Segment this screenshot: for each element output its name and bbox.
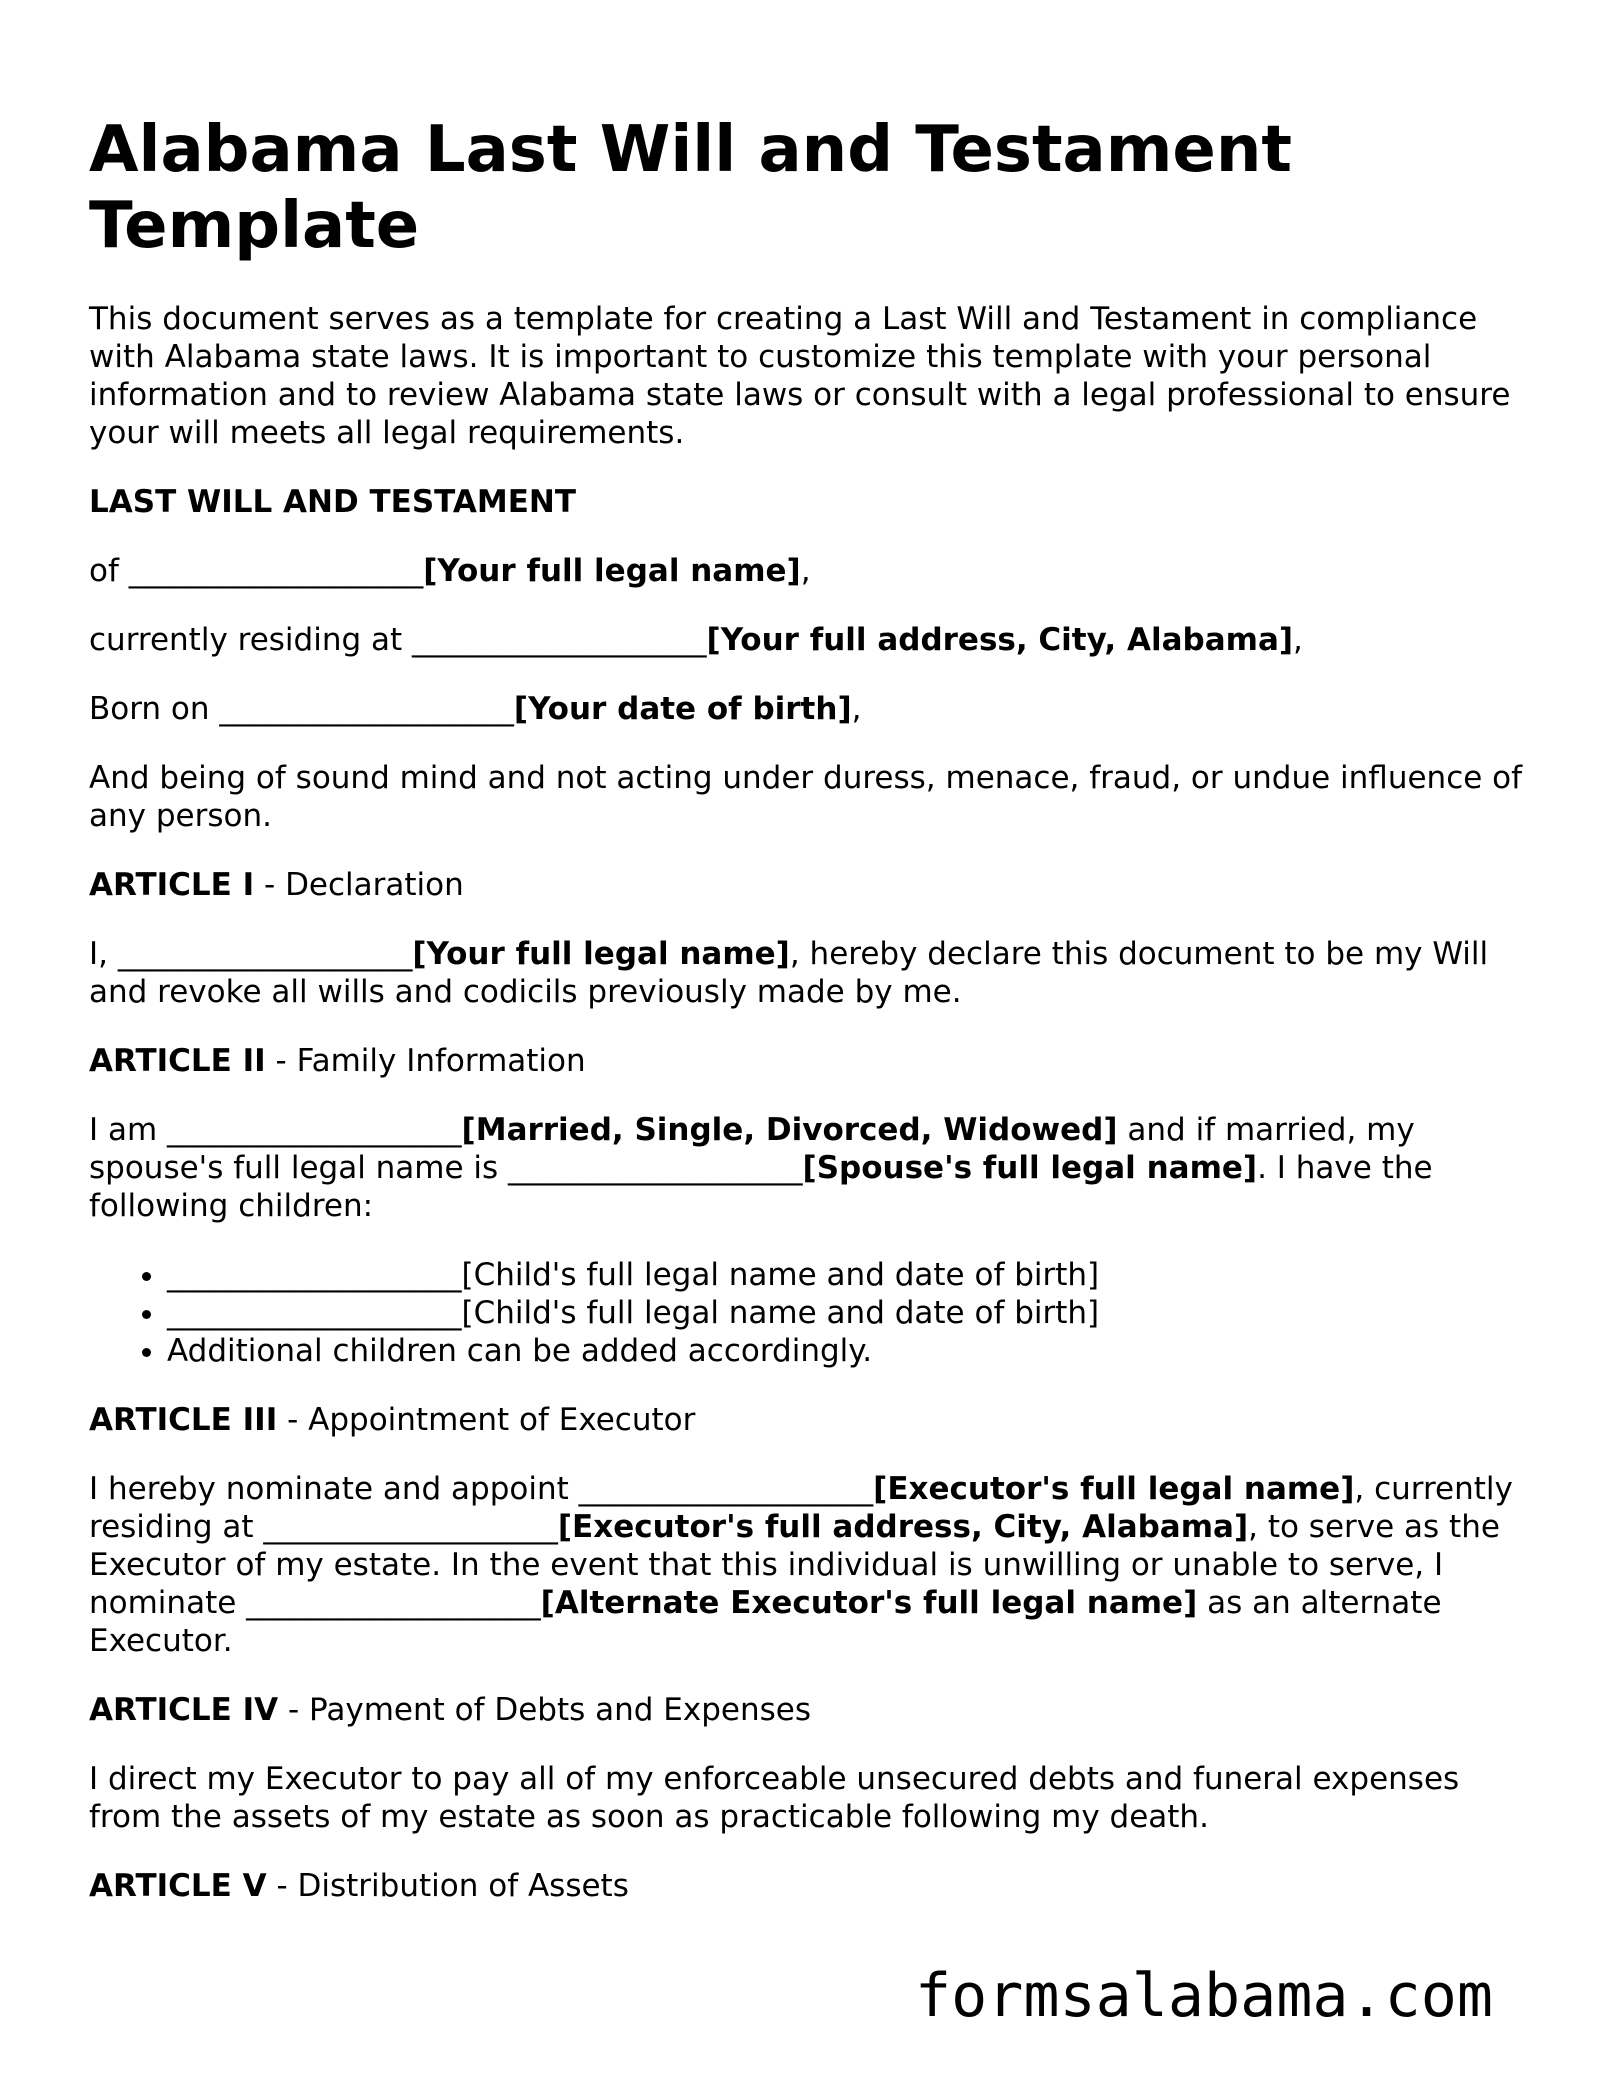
article-1-body bbox=[89, 935, 1529, 1011]
residing-prefix: currently residing at bbox=[89, 622, 413, 658]
blank-line: ___________________ bbox=[128, 553, 424, 589]
comma: , bbox=[1293, 622, 1303, 658]
residing-line bbox=[89, 621, 1529, 659]
list-item bbox=[167, 1256, 1529, 1294]
article-5-label: ARTICLE V bbox=[89, 1868, 267, 1904]
article-4-label: ARTICLE IV bbox=[89, 1692, 279, 1728]
article-3-prefix: I hereby nominate and appoint bbox=[89, 1471, 579, 1507]
article-2-title: - Family Information bbox=[265, 1043, 586, 1079]
list-item bbox=[167, 1294, 1529, 1332]
blank-line: ___________________ bbox=[167, 1112, 462, 1148]
executor-address-placeholder: [Executor's full address, City, Alabama] bbox=[557, 1509, 1249, 1545]
list-item: • Additional children can be added accordingly. bbox=[167, 1332, 1529, 1370]
article-2-heading bbox=[89, 1042, 1529, 1080]
of-prefix: of bbox=[89, 553, 129, 589]
article-4-heading bbox=[89, 1691, 1529, 1729]
comma: , bbox=[851, 691, 862, 727]
address-placeholder: [Your full address, City, Alabama] bbox=[706, 622, 1294, 658]
article-3-suffix: as an alternate Executor. bbox=[89, 1585, 1442, 1659]
spouse-name-placeholder: [Spouse's full legal name] bbox=[802, 1150, 1258, 1186]
article-2-prefix: I am bbox=[89, 1112, 168, 1148]
blank-line: ___________________ bbox=[117, 936, 413, 972]
blank-line: ___________________ bbox=[508, 1150, 803, 1186]
article-4-body: I direct my Executor to pay all of my enforceable unsecured debts and funeral expenses from the assets of my estate as soon as practicable following my death. bbox=[89, 1761, 1460, 1835]
article-4-title: - Payment of Debts and Expenses bbox=[278, 1692, 812, 1728]
child-placeholder: [Child's full legal name and date of birth] bbox=[461, 1257, 1100, 1293]
blank-line: ___________________ bbox=[167, 1257, 462, 1293]
children-list bbox=[89, 1256, 1529, 1370]
alternate-executor-placeholder: [Alternate Executor's full legal name] bbox=[540, 1585, 1198, 1621]
article-1-title: - Declaration bbox=[254, 867, 464, 903]
intro-paragraph: This document serves as a template for creating a Last Will and Testament in compliance with Alabama state laws. It is important to customize this template with your personal information and to review Alabama state laws or consult with a legal professional to ensure your will meets all legal requirements. bbox=[89, 301, 1511, 451]
of-line bbox=[89, 552, 1529, 590]
born-line bbox=[89, 690, 1529, 728]
article-3-middle: , to serve as the Executor of my estate. In the event that this individual is unwilling or unable to serve, I nominate bbox=[89, 1509, 1500, 1621]
child-placeholder: [Child's full legal name and date of birth] bbox=[461, 1295, 1100, 1331]
blank-line: ___________________ bbox=[167, 1295, 462, 1331]
born-prefix: Born on bbox=[89, 691, 220, 727]
article-3-heading bbox=[89, 1401, 1529, 1439]
site-watermark: formsalabama.com bbox=[915, 1961, 1493, 2031]
article-1-heading bbox=[89, 866, 1529, 904]
article-2-middle: and if married, my spouse's full legal name is bbox=[89, 1112, 1415, 1186]
article-1-label: ARTICLE I bbox=[89, 867, 255, 903]
birth-date-placeholder: [Your date of birth] bbox=[513, 691, 852, 727]
article-3-label: ARTICLE III bbox=[89, 1402, 278, 1438]
document-title: Alabama Last Will and Testament Template bbox=[89, 113, 1292, 263]
article-2-body bbox=[89, 1111, 1529, 1225]
blank-line: ___________________ bbox=[263, 1509, 558, 1545]
marital-status-placeholder: [Married, Single, Divorced, Widowed] bbox=[461, 1112, 1118, 1148]
blank-line: ___________________ bbox=[246, 1585, 541, 1621]
blank-line: ___________________ bbox=[578, 1471, 874, 1507]
article-1-prefix: I, bbox=[89, 936, 118, 972]
comma: , bbox=[800, 553, 811, 589]
document-page bbox=[89, 112, 1529, 1905]
article-2-label: ARTICLE II bbox=[89, 1043, 266, 1079]
sound-mind-paragraph: And being of sound mind and not acting under duress, menace, fraud, or undue influence of any person. bbox=[89, 760, 1523, 834]
article-3-title: - Appointment of Executor bbox=[277, 1402, 696, 1438]
article-3-body bbox=[89, 1470, 1529, 1660]
article-3-residing: , currently residing at bbox=[89, 1471, 1513, 1545]
executor-name-placeholder: [Executor's full legal name] bbox=[873, 1471, 1355, 1507]
article-5-title: - Distribution of Assets bbox=[266, 1868, 629, 1904]
full-name-placeholder: [Your full legal name] bbox=[423, 553, 801, 589]
article-2-suffix: . I have the following children: bbox=[89, 1150, 1433, 1224]
article-1-suffix: , hereby declare this document to be my Will and revoke all wills and codicils previously made by me. bbox=[89, 936, 1489, 1010]
blank-line: ___________________ bbox=[412, 622, 707, 658]
will-heading: LAST WILL AND TESTAMENT bbox=[89, 484, 576, 520]
full-name-placeholder: [Your full legal name] bbox=[412, 936, 790, 972]
article-5-heading bbox=[89, 1867, 1529, 1905]
blank-line: ___________________ bbox=[219, 691, 514, 727]
